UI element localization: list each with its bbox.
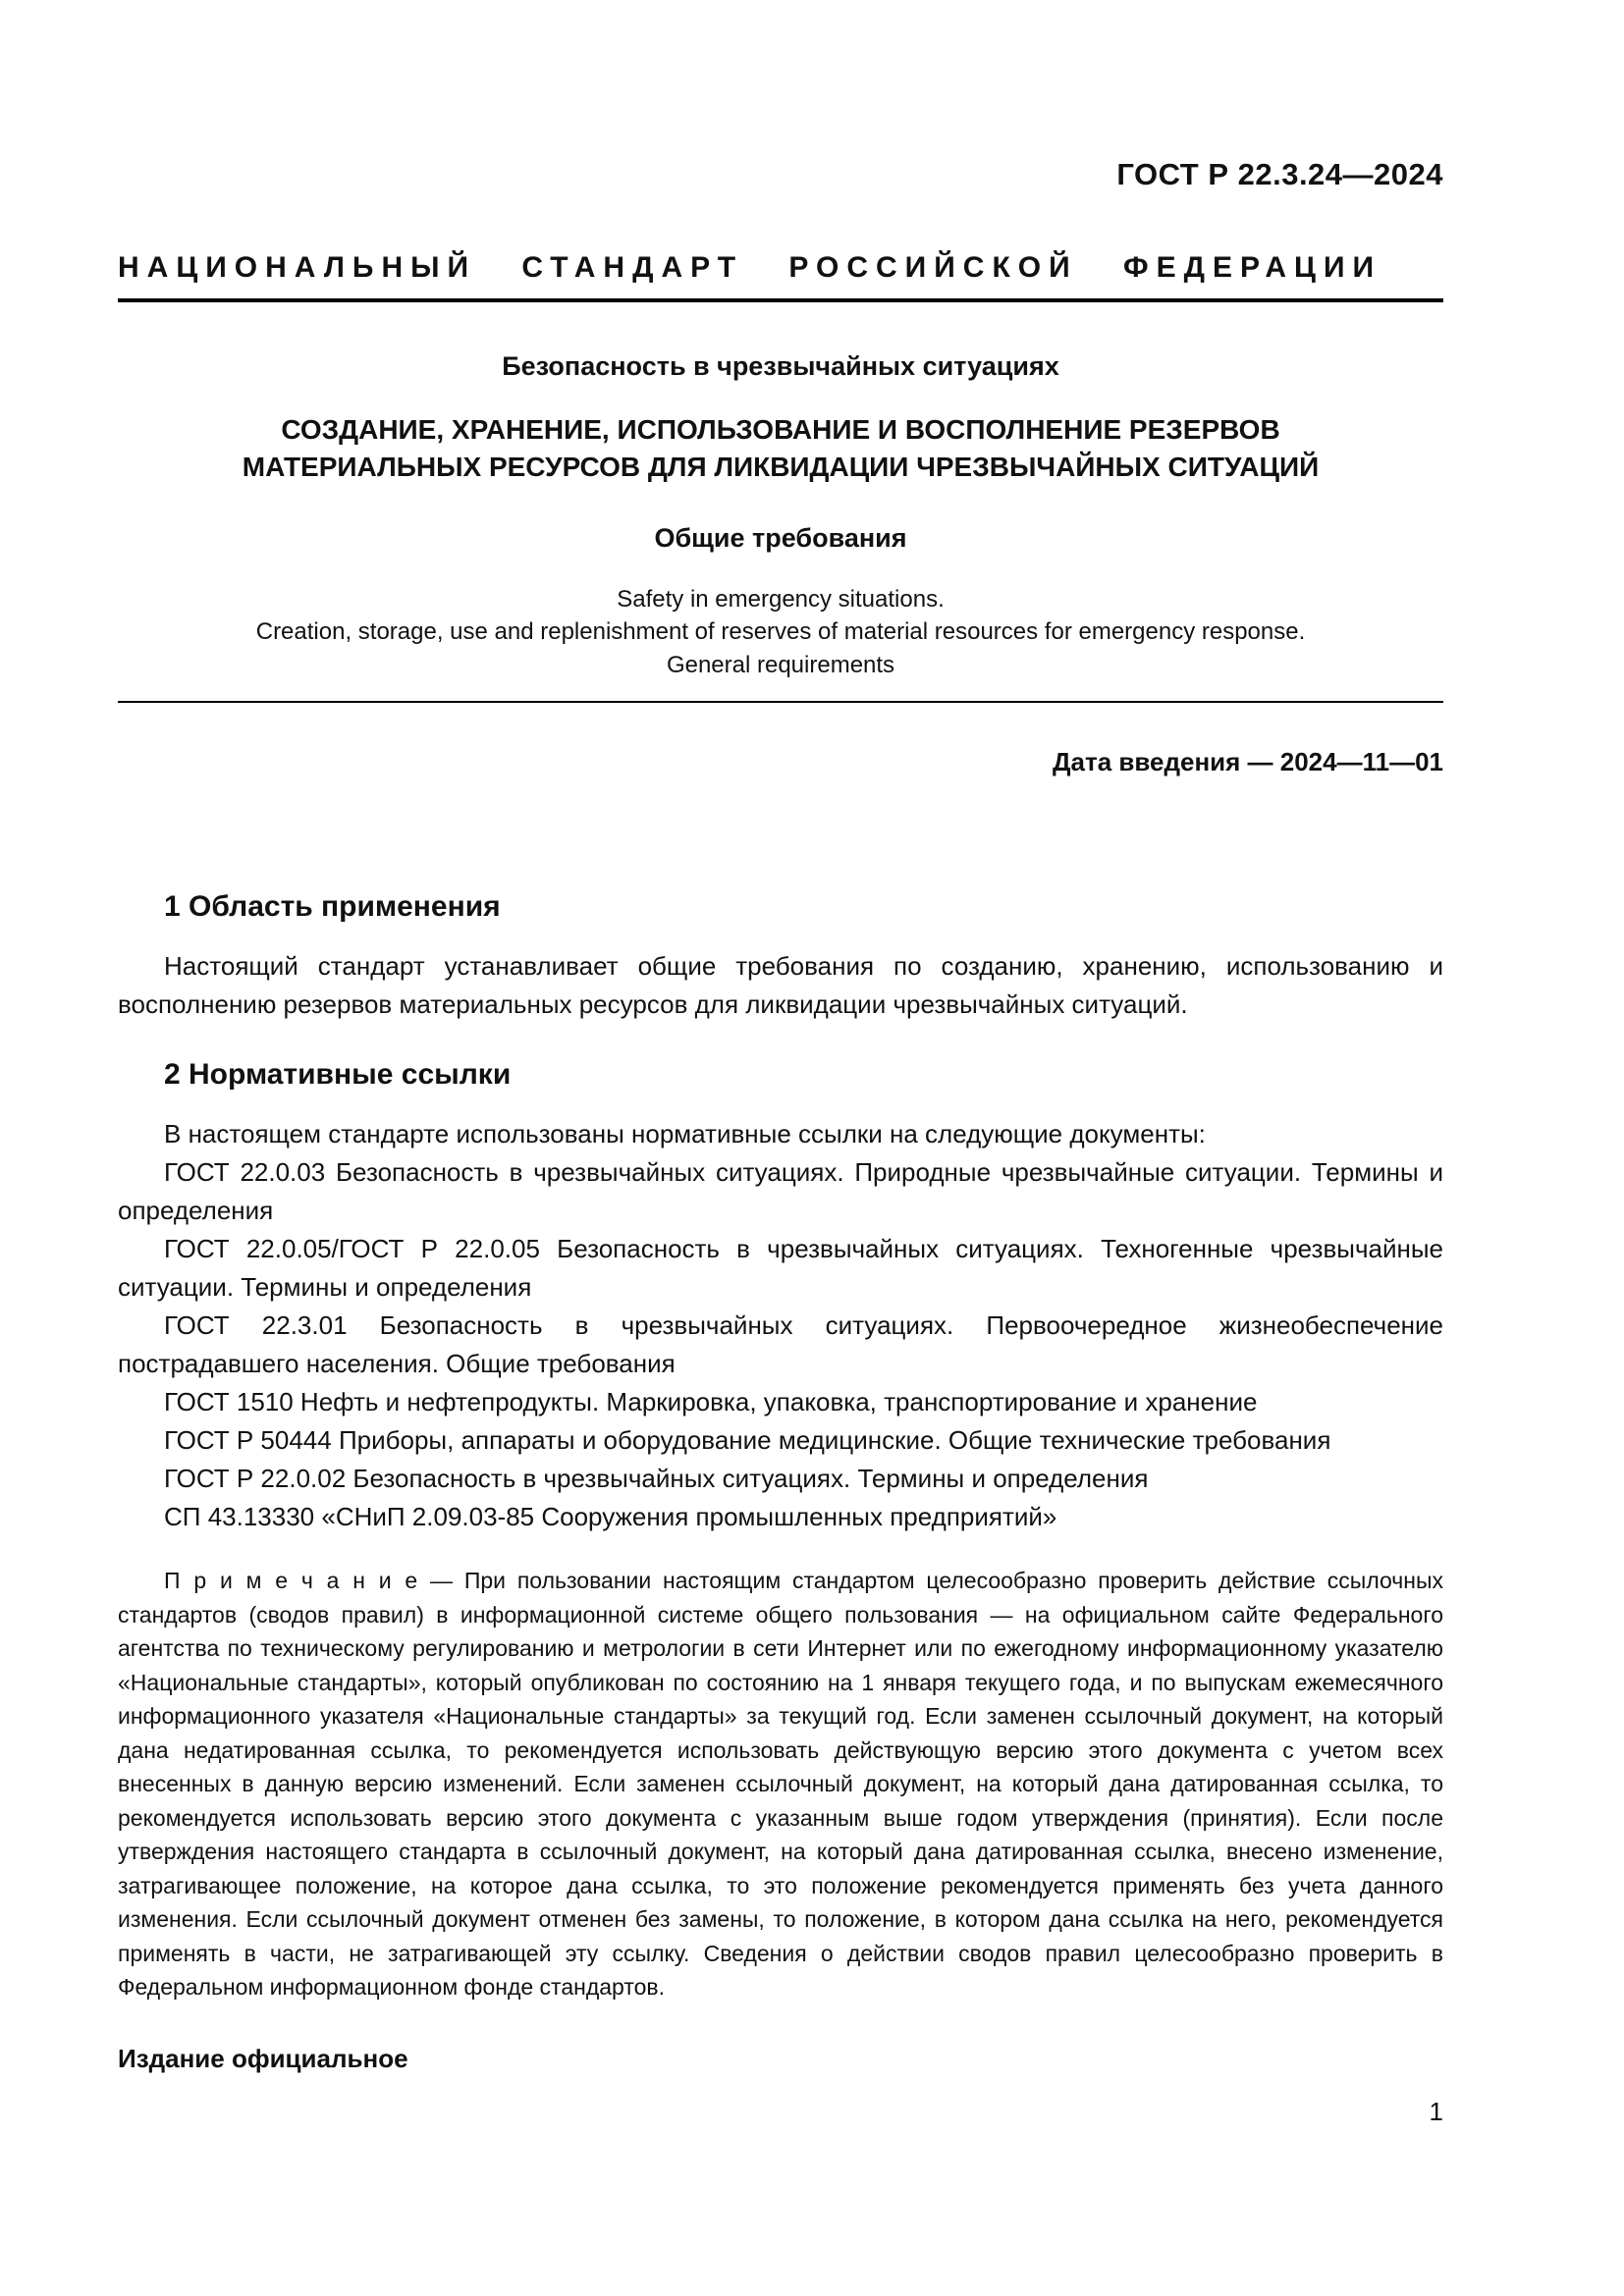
note-text: — При пользовании настоящим стандартом целесообразно проверить действие ссылочных стандартов (сводов правил) в информационной системе общего пользования — на официальном сайте Федерального агентства по техническому регулированию и метрологии в сети Интернет или по ежегодному информационному указателю «Национальные стандарты», который опубликован по состоянию на 1 января текущего года, и по выпускам ежемесячного информационного указателя «Национальные стандарты» за текущий год. Если заменен ссылочный документ, на который дана недатированная ссылка, то рекомендуется использовать действующую версию этого документа с учетом всех внесенных в данную версию изменений. Если заменен ссылочный документ, на который дана датированная ссылка, то рекомендуется использовать версию этого документа с указанным выше годом утверждения (принятия). Если после утверждения настоящего стандарта в ссылочный документ, на который дана датированная ссылка, внесено изменение, затрагивающее положение, на которое дана ссылка, то это положение рекомендуется применять без учета данного изменения. Если ссылочный документ отменен без замены, то положение, в котором дана ссылка на него, рекомендуется применять в части, не затрагивающей эту ссылку. Сведения о действии сводов правил целесообразно проверить в Федеральном информационном фонде стандартов.: [118, 1568, 1443, 2001]
reference-item: СП 43.13330 «СНиП 2.09.03-85 Сооружения промышленных предприятий»: [164, 1502, 1057, 1532]
note-label: П р и м е ч а н и е: [164, 1568, 419, 1594]
reference-item: ГОСТ 22.3.01 Безопасность в чрезвычайных ситуациях. Первоочередное жизнеобеспечение пострадавшего населения. Общие требования: [118, 1310, 1443, 1379]
reference-item: ГОСТ Р 22.0.02 Безопасность в чрезвычайных ситуациях. Термины и определения: [164, 1464, 1149, 1494]
subtitle: Общие требования: [654, 522, 907, 553]
english-title: [118, 583, 1443, 682]
english-title-line-3: General requirements: [666, 651, 895, 678]
subject-title: Безопасность в чрезвычайных ситуациях: [502, 351, 1059, 381]
reference-item: ГОСТ 22.0.03 Безопасность в чрезвычайных ситуациях. Природные чрезвычайные ситуации. Термины и определения: [118, 1157, 1443, 1226]
official-edition-note: Издание официальное: [118, 2044, 408, 2073]
title-rule: [118, 701, 1443, 703]
main-title: [118, 411, 1443, 486]
section-2-heading: 2 Нормативные ссылки: [164, 1058, 512, 1092]
effective-date: Дата введения — 2024—11—01: [1053, 747, 1443, 777]
header-rule: [118, 298, 1443, 302]
references-note: [118, 1564, 1443, 2004]
reference-item: ГОСТ 22.0.05/ГОСТ Р 22.0.05 Безопасность в чрезвычайных ситуациях. Техногенные чрезвычайные ситуации. Термины и определения: [118, 1234, 1443, 1303]
english-title-line-2: Creation, storage, use and replenishment of reserves of material resources for emergency response.: [255, 618, 1306, 646]
english-title-line-1: Safety in emergency situations.: [617, 585, 945, 613]
page-number: 1: [1429, 2097, 1443, 2126]
reference-item: ГОСТ 1510 Нефть и нефтепродукты. Маркировка, упаковка, транспортирование и хранение: [164, 1387, 1258, 1417]
main-title-line-1: СОЗДАНИЕ, ХРАНЕНИЕ, ИСПОЛЬЗОВАНИЕ И ВОСПОЛНЕНИЕ РЕЗЕРВОВ: [281, 414, 1280, 445]
national-standard-banner: НАЦИОНАЛЬНЫЙ СТАНДАРТ РОССИЙСКОЙ ФЕДЕРАЦИИ: [118, 251, 1382, 284]
doc-number: ГОСТ Р 22.3.24—2024: [1116, 157, 1443, 191]
section-1-heading: 1 Область применения: [164, 890, 501, 924]
section-2-intro: В настоящем стандарте использованы нормативные ссылки на следующие документы:: [164, 1119, 1206, 1149]
main-title-line-2: МАТЕРИАЛЬНЫХ РЕСУРСОВ ДЛЯ ЛИКВИДАЦИИ ЧРЕЗВЫЧАЙНЫХ СИТУАЦИЙ: [242, 451, 1320, 482]
reference-item: ГОСТ Р 50444 Приборы, аппараты и оборудование медицинские. Общие технические требования: [164, 1425, 1331, 1456]
section-1-paragraph: Настоящий стандарт устанавливает общие требования по созданию, хранению, использованию и восполнению резервов материальных ресурсов для ликвидации чрезвычайных ситуаций.: [118, 951, 1443, 1020]
